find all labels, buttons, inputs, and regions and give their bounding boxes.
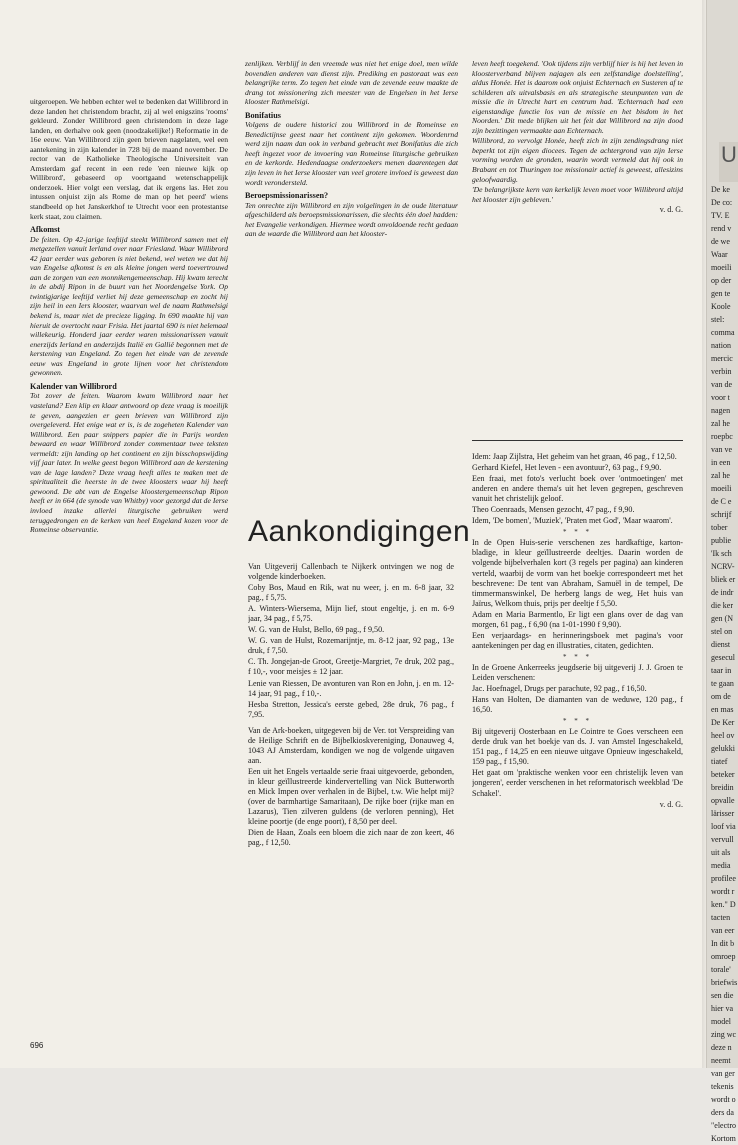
adjacent-page-line: NCRV- — [711, 562, 735, 571]
announcement-intro: Van Uitgeverij Callenbach te Nijkerk ontvingen we nog de volgende kinderboeken. — [248, 562, 454, 582]
left-intro-text: uitgeroepen. We hebben echter wel te bedenken dat Willibrord in deze landen het christendom bracht, zij al wel enigszins 'rooms' gekleurd. Zonder Willibrord geen christendom in deze lage landen, en derhalve ook geen (noodzakelijke!) Reformatie in de 16e eeuw. Van Willibrord zijn geen brieven nagelaten, wel een aantekening in zijn kalender in 728 bij de maand november. De rector van de Katholieke Theologische Universiteit van Amsterdam gaf recent in een rede 'een nieuwe kijk op Willibrord', gebaseerd op voortgaand wetenschappelijk onderzoek. Hier volgt een verslag, dat ik ergens las. Het zou intussen onjuist zijn als Rome de man op het peerd' wiens standbeeld op het Janskerkhof te Utrecht voor een protestantse kerk staat, zou claimen. — [30, 97, 228, 221]
right-article-text-2: Willibrord, zo vervolgt Honée, heeft zich in zijn zendingsdrang niet beperkt tot zijn eigen diocees. Tegen de achtergrond van zijn Ierse vorming worden de gronden, waarin wordt vermeld dat hij ook in Brabant en tot Thuringen toe missionair actief is geweest, allesizins geloofwaardig. — [472, 136, 683, 184]
afkomst-text: De feiten. Op 42-jarige leeftijd steekt Willibrord samen met elf metgezellen vanuit Ierland over naar Friesland. Waar Willibrord 42 jaar eerder was geboren is niet bekend, wel weten we dat hij van Engelse afkomst is en als kleine jongen werd toevertrouwd aan de zorgen van een monnikengemeenschap. Hij kwam terecht in de abdij Ripon in de buurt van het Noordengelse York. Op twintigjarige leeftijd verliet hij deze gemeenschap en zocht hij zijn heil in een Iers klooster, waarvan wel de naam Rathmelsigi bekend is, maar niet de precieze ligging. In 690 maakte hij van hieruit de overtocht naar Frisia. Het jaartal 690 is niet helemaal willekeurig. Honderd jaar eerder waren missionarissen vanuit enerzijds Ierland en anderzijds Italië en Gallië begonnen met de kerstening van Engeland. Zo tegen het einde van de zevende eeuw was Engeland in grote lijnen voor het christendom gewonnen. — [30, 234, 228, 378]
announcement-entry: Hans van Holten, De diamanten van de weduwe, 120 pag., f 16,50. — [472, 695, 683, 715]
announcement-ark: Van de Ark-boeken, uitgegeven bij de Ver. tot Verspreiding van de Heilige Schrift en de Bijbelkioskvereniging, Donauweg 4, 1043 AJ Amsterdam, kondigen we nog de volgende uitgaven aan. — [248, 725, 454, 765]
adjacent-page-line: neemt — [711, 1056, 731, 1065]
bonifatius-text: Volgens de oudere historici zou Willibrord in de Romeinse en Benedictijnse geest naar het continent zijn gekomen. Woordenrnd werd zijn naam dan ook in verband gebracht met Bonifatius die zich heeft ingezet voor de invoering van Romeinse liturgische gebruiken en de kerkorde. Hedendaagse onderzoekers menen daarentegen dat zijn leven in het Ierse klooster van veel grotere invloed is geweest dan wordt verondersteld. — [245, 120, 458, 187]
announcement-entry: Coby Bos, Maud en Rik, wat nu weer, j. en m. 6-8 jaar, 32 pag., f 5,75. — [248, 583, 454, 603]
adjacent-page-line: breidin — [711, 783, 734, 792]
adjacent-page-line: moeili — [711, 484, 732, 493]
middle-article-column — [245, 59, 458, 449]
adjacent-page-line: omroep — [711, 952, 736, 961]
adjacent-page-line: profilee — [711, 874, 736, 883]
right-article-quote: 'De belangrijkste kern van kerkelijk leven moet voor Willibrord altijd het klooster zijn gebleven.' — [472, 185, 683, 204]
adjacent-page-line: Waar — [711, 250, 728, 259]
adjacent-page-line: tober — [711, 523, 728, 532]
adjacent-page-line: schrijf — [711, 510, 732, 519]
adjacent-page-line: te gaan — [711, 679, 734, 688]
adjacent-page-line: de C e — [711, 497, 732, 506]
adjacent-page-line: dienst — [711, 640, 731, 649]
adjacent-page-line: zing wc — [711, 1030, 737, 1039]
adjacent-page-line: nagen — [711, 406, 731, 415]
announcement-entry: C. Th. Jongejan-de Groot, Greetje-Margriet, 7e druk, 202 pag., f 10,-, voor meisjes ± 12 jaar. — [248, 657, 454, 677]
adjacent-page-line: gelukki — [711, 744, 735, 753]
announcement-entry: Het gaat om 'praktische wenken voor een christelijk leven van jongeren', eerder verschenen in het reformatorisch weekblad 'De Schakel'. — [472, 768, 683, 798]
adjacent-page-line: deze n — [711, 1043, 732, 1052]
adjacent-page-line: van ve — [711, 445, 733, 454]
adjacent-page-line: loof via — [711, 822, 736, 831]
section-stars: * * * — [563, 528, 592, 537]
announcement-entry: Dien de Haan, Zoals een bloem die zich naar de zon keert, 46 pag., f 12,50. — [248, 828, 454, 848]
adjacent-page-line: zal he — [711, 471, 730, 480]
middle-intro-text: zenlijken. Verblijf in den vreemde was niet het enige doel, men wilde bovendien anderen van dienst zijn. Prediking en pastoraat was een belangrijke term. Zo tegen het einde van de zevende eeuw maakte de drang tot missionering zich meester van de Engelsen in het Ierse klooster Rathmelsigi. — [245, 59, 458, 107]
adjacent-page-line: sen die — [711, 991, 734, 1000]
page-number: 696 — [30, 1041, 44, 1050]
announcement-entry: Idem: Jaap Zijlstra, Het geheim van het graan, 46 pag., f 12,50. — [472, 452, 677, 461]
adjacent-page-line: verbin — [711, 367, 732, 376]
adjacent-page-line: in een — [711, 458, 731, 467]
announcement-entry: Hesba Stretton, Jessica's eerste gebed, 28e druk, 76 pag., f 7,95. — [248, 699, 454, 719]
announcement-entry: Een fraai, met foto's verlucht boek over 'ontmoetingen' met anderen en andere thema's uit het leven gegrepen, geschreven vanuit het christelijk geloof. — [472, 474, 683, 504]
announcement-entry: W. G. van de Hulst, Rozemarijntje, m. 8-12 jaar, 92 pag., 13e druk, f 7,50. — [248, 636, 454, 656]
adjacent-page-line: gen te — [711, 289, 731, 298]
announcement-entry: In de Groene Ankerreeks jeugdserie bij uitgeverij J. J. Groen te Leiden verschenen: — [472, 662, 683, 682]
adjacent-page-line: rend v — [711, 224, 732, 233]
announcement-entry: A. Winters-Wiersema, Mijn lief, stout engeltje, j. en m. 6-9 jaar, 34 pag., f 5,75. — [248, 604, 454, 624]
adjacent-page-line: heel ov — [711, 731, 735, 740]
adjacent-page-line: model — [711, 1017, 731, 1026]
adjacent-page-line: stel: — [711, 315, 725, 324]
article-divider — [472, 440, 683, 441]
adjacent-page-line: zal he — [711, 419, 730, 428]
adjacent-page-line: nation — [711, 341, 731, 350]
adjacent-page-line: mercic — [711, 354, 733, 363]
left-article-column — [30, 97, 228, 1012]
announcement-entry: Jac. Hoefnagel, Drugs per parachute, 92 pag., f 16,50. — [472, 684, 647, 694]
adjacent-page-line: ken." D — [711, 900, 736, 909]
beroeps-heading: Beroepsmissionarissen? — [245, 191, 329, 201]
adjacent-page-line: vervull — [711, 835, 734, 844]
section-stars: * * * — [563, 717, 592, 726]
adjacent-page-line: opvalle — [711, 796, 735, 805]
bonifatius-heading: Bonifatius — [245, 110, 281, 120]
announcement-entry: Idem, 'De bomen', 'Muziek', 'Praten met God', 'Maar waarom'. — [472, 516, 673, 526]
right-article-column — [472, 59, 683, 434]
adjacent-page-line: wordt r — [711, 887, 735, 896]
kalender-text: Tot zover de feiten. Waarom kwam Willibrord naar het vasteland? Een klip en klaar antwoord op deze vraag is moeilijk te geven, aangezien er geen brieven van Willibrord zijn overgeleverd. Het enige wat er is, is de zogeheten Kalender van Willibrord. Een paar snippers papier die in Parijs worden bewaard en waar Willibrord zonder commentaar twee teksten vermeldt: zijn landing op het continent en zijn bisschopswijding vijf jaar later. In welke geest begon Willibrord aan de kerstening van de lage landen? Deze vraag heeft alles te maken met de spiritualiteit die heerste in de twee kloosters waar hij heeft gewoond. De abt van de Engelse kloostergemeenschap Ripon heeft er in 664 (de synode van Whitby) voor gezorgd dat de Ierse invloed inzake allerlei liturgische gebruiken werd teruggedrongen en de kerken van heel Engeland kozen voor de Romeinse observantie. — [30, 391, 228, 535]
announcement-entry: Lenie van Riessen, De avonturen van Ron en John, j. en m. 12-14 jaar, 91 pag., f 10,-. — [248, 678, 454, 698]
announcement-entry: In de Open Huis-serie verschenen zes hardkaftige, karton-bladige, in kleur geïllustreerde deeltjes. Daarin worden de volgende bijbelverhalen kort (3 regels per pagina) aan kinderen verteld, waarbij de vorm van het boekje correspondeert met het beschrevene: De tent van Abraham, Samuël in de tempel, De timmermanswinkel, De herberg langs de weg, Het huis van Jaïrus, Welkom thuis, prijs per deeltje f 5,50. — [472, 538, 683, 608]
adjacent-page-line: tekenis — [711, 1082, 734, 1091]
adjacent-page-line: ders da — [711, 1108, 734, 1117]
adjacent-page-line: op der — [711, 276, 732, 285]
adjacent-page-line: die ker — [711, 601, 733, 610]
adjacent-page-text — [711, 183, 737, 1145]
adjacent-page-title: U — [719, 142, 738, 182]
adjacent-page-line: De co: — [711, 198, 733, 207]
article-signature: v. d. G. — [659, 205, 683, 215]
adjacent-page-line: tiatef — [711, 757, 728, 766]
adjacent-page-line: tacten — [711, 913, 731, 922]
announcements-column-right — [472, 452, 683, 1030]
announcement-entry: Adam en Maria Barmentlo, Er ligt een glans over de dag van morgen, 61 pag., f 6,90 (na 1-01-1990 f 9,90). — [472, 609, 683, 629]
adjacent-page-line: 'Ik sch — [711, 549, 732, 558]
adjacent-page-line: torale' — [711, 965, 731, 974]
kalender-heading: Kalender van Willibrord — [30, 381, 117, 391]
adjacent-page-line: briefwis — [711, 978, 738, 987]
adjacent-page-line: media — [711, 861, 731, 870]
adjacent-page-line: om de — [711, 692, 731, 701]
aankondigingen-title: Aankondigingen — [248, 515, 471, 548]
adjacent-page-line: voor t — [711, 393, 730, 402]
announcements-column-left — [248, 562, 454, 1032]
announcement-entry: Gerhard Kiefel, Het leven - een avontuur?, 63 pag., f 9,90. — [472, 463, 662, 473]
adjacent-page-line: en mas — [711, 705, 734, 714]
adjacent-page-line: gesecul — [711, 653, 735, 662]
adjacent-page-line: TV. E — [711, 211, 730, 220]
adjacent-page-line: uit als — [711, 848, 731, 857]
adjacent-page-line: de indr — [711, 588, 734, 597]
adjacent-page-line: In dit b — [711, 939, 735, 948]
right-article-text: leven heeft toegekend. 'Ook tijdens zijn verblijf hier is hij het leven in kloosterverband blijven najagen als een zelfstandige doelstelling', aldus Honée. Het is daarom ook onjuist Echternach en Susteren af te schilderen als uitvalsbasis en als strategische steunpunten van de missie die in Utrecht hart en centrum had. 'Echternach had een eigenstandige functie los van de missie en het bisdom in het Noorden.' Dit mede blijken uit het feit dat Willibrord na zijn dood zijn bezittingen vermaakte aan Echternach. — [472, 59, 683, 135]
adjacent-page-line: moeili — [711, 263, 732, 272]
adjacent-page-line: van eer — [711, 926, 735, 935]
adjacent-page-line: Koole — [711, 302, 731, 311]
adjacent-page-line: bliek er — [711, 575, 736, 584]
adjacent-page-line: comma — [711, 328, 735, 337]
announcement-entry: Bij uitgeverij Oosterbaan en Le Cointre te Goes verscheen een derde druk van het boekje van ds. J. van Amstel Ingeschakeld, 151 pag., f 14,25 en een nieuwe uitgave Opnieuw ingeschakeld, 159 pag., f 15,90. — [472, 727, 683, 767]
adjacent-page-line: wordt o — [711, 1095, 736, 1104]
adjacent-page-line: beteker — [711, 770, 735, 779]
adjacent-page-line: van de — [711, 380, 733, 389]
beroeps-text: Ten onrechte zijn Willibrord en zijn volgelingen in de oude literatuur afgeschilderd als beroepsmissionarissen, die slechts één doel hadden: het Evangelie verkondigen. Hiermee wordt onvoldoende recht gedaan aan de waarde die Willibrord aan het klooster- — [245, 200, 458, 239]
adjacent-page-line: roepbc — [711, 432, 733, 441]
adjacent-page-line: stel on — [711, 627, 733, 636]
announcement-entry: Theo Coenraads, Mensen gezocht, 47 pag., f 9,90. — [472, 505, 635, 515]
announcement-series: Een uit het Engels vertaalde serie fraai uitgevoerde, gebonden, in kleur geïllustreerde kindervertelling van Nick Butterworth en Mick Impen over verhalen in de Bijbel, t.w. Wie helpt mij? (over de barmhartige Samaritaan), De rijke boer (rijke man en Lazarus), Tien zilveren guldens (de verloren penning), Het kleine poortje (de enge poort), f 8,50 per deel. — [248, 766, 454, 827]
afkomst-heading: Afkomst — [30, 225, 61, 235]
adjacent-page-line: Kortom — [711, 1134, 736, 1143]
adjacent-page-line: taar in — [711, 666, 732, 675]
adjacent-page-line: van ger — [711, 1069, 735, 1078]
adjacent-page-line: hier va — [711, 1004, 733, 1013]
adjacent-page-line: lärisser — [711, 809, 735, 818]
announcement-signature: v. d. G. — [659, 799, 683, 809]
section-stars: * * * — [563, 652, 592, 661]
adjacent-page-line: "electro — [711, 1121, 737, 1130]
announcement-entry: Een verjaardags- en herinneringsboek met pagina's voor aantekeningen per dag en illustraties, citaten, gedichten. — [472, 630, 683, 650]
adjacent-page-line: De Ker — [711, 718, 735, 727]
adjacent-page-line: de we — [711, 237, 730, 246]
adjacent-page-line: publie — [711, 536, 731, 545]
adjacent-page-line: De ke — [711, 185, 730, 194]
announcement-entry: W. G. van de Hulst, Bello, 69 pag., f 9,50. — [248, 625, 385, 635]
adjacent-page-line: gen (N — [711, 614, 733, 623]
